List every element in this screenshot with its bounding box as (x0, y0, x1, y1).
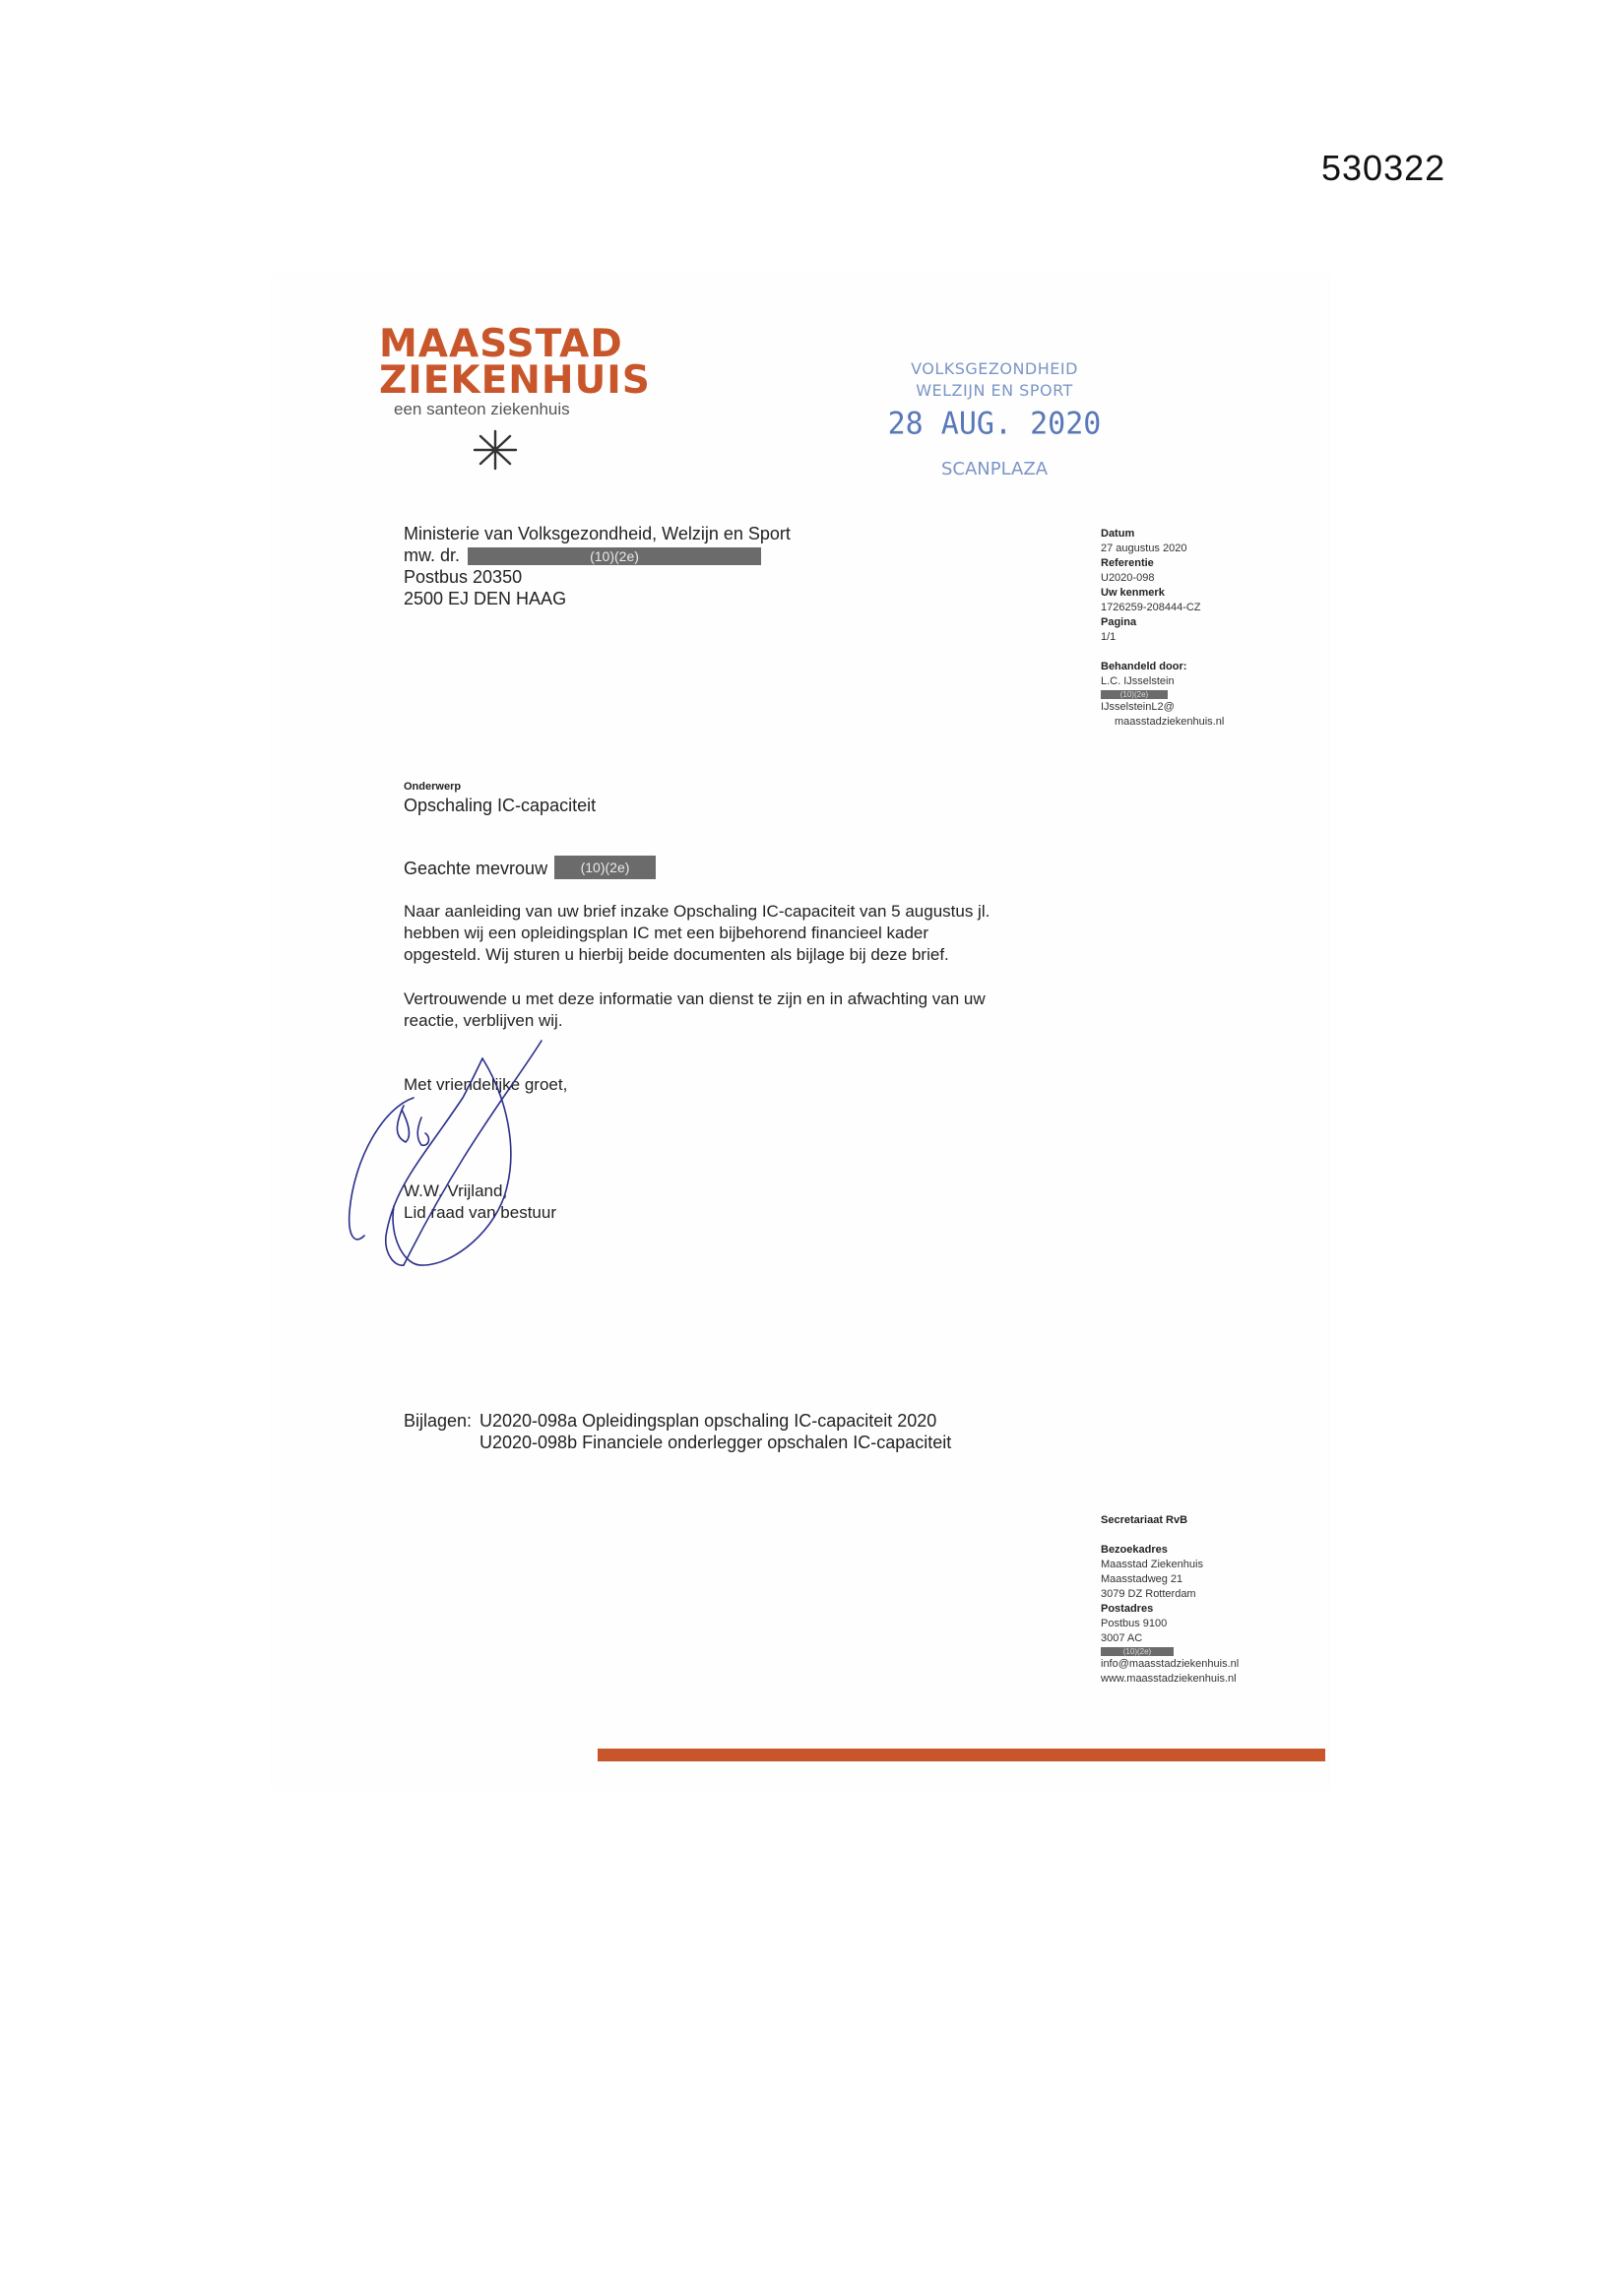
meta-datum-label: Datum (1101, 528, 1135, 540)
footer-bezoek-label: Bezoekadres (1101, 1544, 1168, 1556)
redaction-box: (10)(2e) (554, 856, 656, 879)
addressee-line-4: 2500 EJ DEN HAAG (404, 589, 567, 608)
stamp-line-1: VOLKSGEZONDHEID (911, 359, 1078, 378)
stamp-date: 28 AUG. 2020 (887, 406, 1102, 442)
meta-datum-value: 27 augustus 2020 (1101, 542, 1187, 554)
meta-behandeld-email-2: maasstadziekenhuis.nl (1115, 716, 1225, 728)
paragraph-1-line-3: opgesteld. Wij sturen u hierbij beide documenten als bijlage bij deze brief. (404, 945, 949, 964)
stamp-line-2: WELZIJN EN SPORT (916, 381, 1073, 400)
attachment-item-1: U2020-098a Opleidingsplan opschaling IC-capaciteit 2020 (479, 1411, 937, 1431)
paragraph-2-line-2: reactie, verblijven wij. (404, 1011, 563, 1030)
meta-referentie-label: Referentie (1101, 557, 1154, 569)
footer-secretariaat: Secretariaat RvB (1101, 1514, 1188, 1526)
signer-name: W.W. Vrijland, (404, 1181, 508, 1200)
redaction-box: (10)(2e) (1101, 690, 1168, 699)
footer-post-label: Postadres (1101, 1603, 1154, 1615)
paragraph-1-line-1: Naar aanleiding van uw brief inzake Opschaling IC-capaciteit van 5 augustus jl. (404, 902, 990, 921)
paragraph-2-line-1: Vertrouwende u met deze informatie van dienst te zijn en in afwachting van uw (404, 989, 986, 1008)
meta-pagina-value: 1/1 (1101, 631, 1117, 643)
salutation: Geachte mevrouw (404, 859, 548, 878)
signer-title: Lid raad van bestuur (404, 1203, 556, 1222)
meta-referentie-value: U2020-098 (1101, 572, 1155, 584)
closing: Met vriendelijke groet, (404, 1075, 568, 1094)
footer-block (1101, 1513, 1239, 1687)
footer-bezoek-line-1: Maasstad Ziekenhuis (1101, 1559, 1203, 1570)
redaction-box: (10)(2e) (468, 547, 761, 565)
redaction-box: (10)(2e) (1101, 1647, 1174, 1656)
footer-accent-bar (598, 1749, 1325, 1761)
meta-kenmerk-value: 1726259-208444-CZ (1101, 602, 1201, 613)
meta-behandeld-name: L.C. IJsselstein (1101, 675, 1175, 687)
addressee-line-1: Ministerie van Volksgezondheid, Welzijn en Sport (404, 524, 791, 543)
paragraph-1-line-2: hebben wij een opleidingsplan IC met een bijbehorend financieel kader (404, 924, 929, 942)
footer-post-line-2: 3007 AC (1101, 1632, 1143, 1644)
footer-email: info@maasstadziekenhuis.nl (1101, 1658, 1240, 1670)
meta-block (1101, 527, 1201, 645)
handler-block (1101, 660, 1224, 730)
footer-web: www.maasstadziekenhuis.nl (1101, 1673, 1237, 1685)
subject-label: Onderwerp (404, 781, 462, 793)
footer-bezoek-line-3: 3079 DZ Rotterdam (1101, 1588, 1196, 1600)
document-number: 530322 (1321, 148, 1446, 188)
logo-line-2: ZIEKENHUIS (379, 358, 651, 403)
footer-bezoek-line-2: Maasstadweg 21 (1101, 1573, 1183, 1585)
stamp-line-3: SCANPLAZA (940, 459, 1049, 479)
footer-post-line-1: Postbus 9100 (1101, 1618, 1168, 1629)
meta-pagina-label: Pagina (1101, 616, 1137, 628)
logo-line-1: MAASSTAD (379, 322, 623, 366)
meta-behandeld-email-1: IJsselsteinL2@ (1101, 701, 1175, 713)
meta-kenmerk-label: Uw kenmerk (1101, 587, 1165, 599)
addressee-line-3: Postbus 20350 (404, 567, 523, 587)
logo-tagline: een santeon ziekenhuis (394, 400, 570, 418)
attachment-item-2: U2020-098b Financiele onderlegger opschalen IC-capaciteit (479, 1433, 952, 1452)
subject-value: Opschaling IC-capaciteit (404, 796, 597, 815)
handwritten-signature (345, 1039, 561, 1275)
star-icon (469, 427, 522, 473)
attachments-label: Bijlagen: (404, 1411, 473, 1431)
meta-behandeld-label: Behandeld door: (1101, 661, 1187, 672)
addressee-line-2-prefix: mw. dr. (404, 545, 461, 565)
